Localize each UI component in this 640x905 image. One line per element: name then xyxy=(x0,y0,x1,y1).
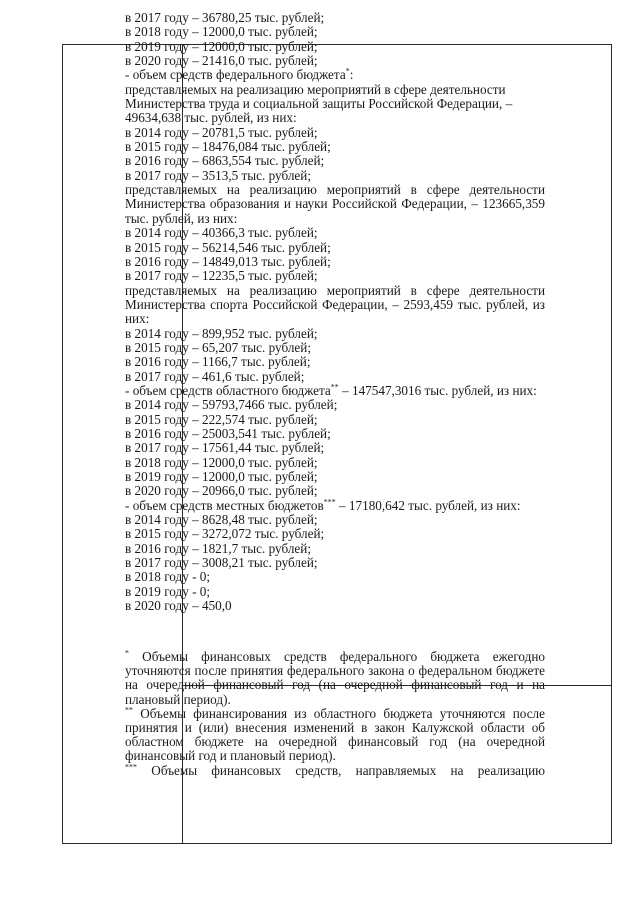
funding-volume-cell xyxy=(125,11,545,613)
education-ministry-line: представляемых на реализацию мероприятий в сфере деятельности xyxy=(125,182,545,198)
year-amount-line: в 2019 году – 12000,0 тыс. рублей; xyxy=(125,469,318,484)
year-amount-line: в 2015 году – 65,207 тыс. рублей; xyxy=(125,339,311,355)
year-amount-line: в 2018 году – 12000,0 тыс. рублей; xyxy=(125,454,318,470)
footnotes-cell xyxy=(125,650,545,778)
regional-heading: - объем средств областного бюджета** – 147547,3016 тыс. рублей, из них: xyxy=(125,382,537,398)
year-amount-line: в 2014 году – 20781,5 тыс. рублей; xyxy=(125,124,318,140)
budget-line: в 2017 году – 36780,25 тыс. рублей; xyxy=(125,10,325,25)
footnote-marker: *** xyxy=(125,762,137,772)
footnote-regional: ** Объемы финансирования из областного бюджета уточняются после принятия и (или) внесения изменений в закон Калужской области об областном бюджете на очередной финансовый год (на очередной финансовый год и плановый период). xyxy=(125,705,545,764)
footnote-marker: * xyxy=(345,66,350,76)
year-amount-line: в 2017 году – 3513,5 тыс. рублей; xyxy=(125,167,311,183)
year-amount-line: в 2017 году – 12235,5 тыс. рублей; xyxy=(125,268,318,284)
federal-heading: - объем средств федерального бюджета*: xyxy=(125,66,354,83)
year-amount-line: в 2016 году – 25003,541 тыс. рублей; xyxy=(125,425,331,441)
education-ministry-line: тыс. рублей, из них: xyxy=(125,210,238,226)
year-amount-line: в 2020 году – 20966,0 тыс. рублей; xyxy=(125,483,318,499)
education-ministry-line: Министерства образования и науки Российской Федерации, – 123665,359 xyxy=(125,196,545,212)
year-amount-line: в 2017 году – 17561,44 тыс. рублей; xyxy=(125,440,325,456)
year-amount-line: в 2018 году - 0; xyxy=(125,569,211,585)
sport-ministry-line: представляемых на реализацию мероприятий в сфере деятельности xyxy=(125,282,545,298)
sport-ministry-line: Министерства спорта Российской Федерации, – 2593,459 тыс. рублей, из xyxy=(125,296,545,312)
budget-line: в 2019 году – 12000,0 тыс. рублей; xyxy=(125,38,318,54)
year-amount-line: в 2016 году – 14849,013 тыс. рублей; xyxy=(125,253,331,269)
budget-line: в 2020 году – 21416,0 тыс. рублей; xyxy=(125,53,318,69)
year-amount-line: в 2015 году – 56214,546 тыс. рублей; xyxy=(125,239,331,255)
labor-ministry-line: Министерства труда и социальной защиты Российской Федерации, – xyxy=(125,96,513,112)
footnote-marker: * xyxy=(125,648,129,658)
labor-ministry-line: 49634,638 тыс. рублей, из них: xyxy=(125,110,297,126)
year-amount-line: в 2020 году – 450,0 xyxy=(125,598,232,614)
footnote-federal: * Объемы финансовых средств федерального бюджета ежегодно уточняются после принятия федерального закона о федеральном бюджете на очередной финансовый год (на очередной финансовый год и на плановый период). xyxy=(125,648,545,707)
labor-ministry-line: представляемых на реализацию мероприятий в сфере деятельности xyxy=(125,81,506,97)
sport-ministry-line: них: xyxy=(125,311,150,327)
year-amount-line: в 2015 году – 222,574 тыс. рублей; xyxy=(125,411,318,427)
year-amount-line: в 2015 году – 18476,084 тыс. рублей; xyxy=(125,139,331,155)
year-amount-line: в 2014 году – 59793,7466 тыс. рублей; xyxy=(125,397,338,413)
footnote-marker: *** xyxy=(323,497,336,507)
year-amount-line: в 2016 году – 6863,554 тыс. рублей; xyxy=(125,153,325,169)
year-amount-line: в 2014 году – 8628,48 тыс. рублей; xyxy=(125,512,318,528)
year-amount-line: в 2017 году – 3008,21 тыс. рублей; xyxy=(125,555,318,571)
local-heading: - объем средств местных бюджетов*** – 17180,642 тыс. рублей, из них: xyxy=(125,497,521,513)
footnote-marker: ** xyxy=(125,705,133,715)
year-amount-line: в 2017 году – 461,6 тыс. рублей; xyxy=(125,368,305,384)
year-amount-line: в 2015 году – 3272,072 тыс. рублей; xyxy=(125,526,325,542)
year-amount-line: в 2016 году – 1821,7 тыс. рублей; xyxy=(125,540,311,556)
year-amount-line: в 2014 году – 40366,3 тыс. рублей; xyxy=(125,225,318,241)
year-amount-line: в 2016 году – 1166,7 тыс. рублей; xyxy=(125,354,311,370)
year-amount-line: в 2014 году – 899,952 тыс. рублей; xyxy=(125,325,318,341)
footnote-local: *** Объемы финансовых средств, направляемых на реализацию xyxy=(125,762,545,778)
footnote-marker: ** xyxy=(330,382,339,392)
year-amount-line: в 2019 году - 0; xyxy=(125,583,211,599)
budget-line: в 2018 году – 12000,0 тыс. рублей; xyxy=(125,24,318,40)
